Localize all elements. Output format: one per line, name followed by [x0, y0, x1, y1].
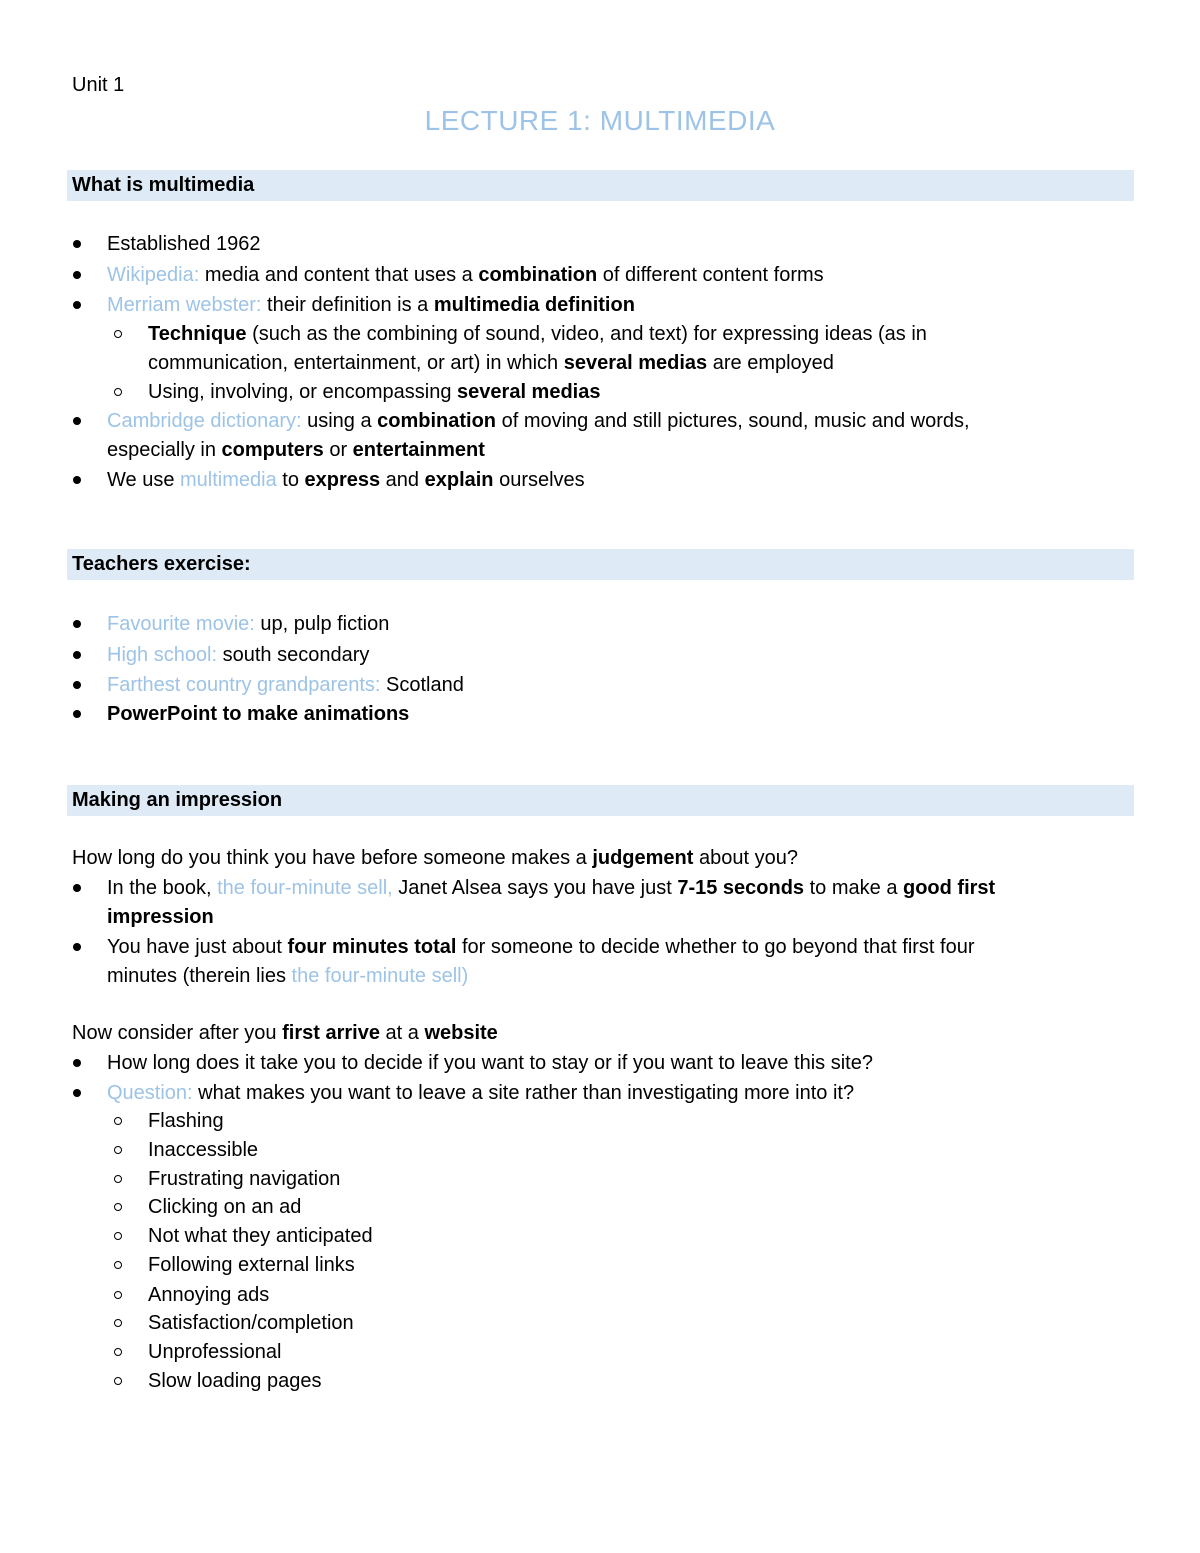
bullet-powerpoint: PowerPoint to make animations: [107, 703, 410, 725]
bullet-high-school: High school: south secondary: [107, 644, 370, 666]
sub-bullet-circle: [114, 1175, 122, 1183]
term-label: the four-minute sell): [291, 965, 469, 987]
sub-bullet-circle: [114, 1348, 122, 1356]
bullet-four-minutes-cont: minutes (therein lies the four-minute sell): [107, 965, 469, 987]
reason-item: Unprofessional: [148, 1341, 282, 1363]
bullet-dot: [73, 681, 81, 689]
sub-bullet-circle: [114, 1261, 122, 1269]
reason-item: Inaccessible: [148, 1139, 259, 1161]
bullet-cambridge: Cambridge dictionary: using a combination of moving and still pictures, sound, music and words,: [107, 410, 970, 432]
bullet-question: Question: what makes you want to leave a site rather than investigating more into it?: [107, 1082, 855, 1104]
bullet-dot: [73, 301, 81, 309]
paragraph-how-long: How long do you think you have before someone makes a judgement about you?: [72, 847, 798, 869]
reason-item: Satisfaction/completion: [148, 1312, 354, 1334]
paragraph-now-consider: Now consider after you first arrive at a website: [72, 1022, 498, 1044]
sub-bullet-circle: [114, 1117, 122, 1125]
reason-item: Clicking on an ad: [148, 1196, 302, 1218]
sub-bullet-circle: [114, 1146, 122, 1154]
term-label: Farthest country grandparents:: [107, 674, 381, 696]
term-label: Wikipedia:: [107, 264, 200, 286]
bullet-dot: [73, 710, 81, 718]
sub-bullet-circle: [114, 1377, 122, 1385]
bullet-dot: [73, 417, 81, 425]
bullet-four-minutes: You have just about four minutes total for someone to decide whether to go beyond that first four: [107, 936, 975, 958]
section-heading-what-is-multimedia: What is multimedia: [67, 170, 1134, 201]
bullet-wikipedia: Wikipedia: media and content that uses a combination of different content forms: [107, 264, 824, 286]
bullet-in-the-book-cont: impression: [107, 906, 214, 928]
term-label: Cambridge dictionary:: [107, 410, 302, 432]
bullet-farthest-country: Farthest country grandparents: Scotland: [107, 674, 464, 696]
sub-bullet-circle: [114, 1319, 122, 1327]
bullet-dot: [73, 884, 81, 892]
term-label: Merriam webster:: [107, 294, 262, 316]
bullet-in-the-book: In the book, the four-minute sell, Janet Alsea says you have just 7-15 seconds to make a good first: [107, 877, 996, 899]
term-label: the four-minute sell,: [217, 877, 393, 899]
section-heading-making-an-impression: Making an impression: [67, 785, 1134, 816]
bullet-dot: [73, 1089, 81, 1097]
sub-bullet-using: Using, involving, or encompassing several medias: [148, 381, 601, 403]
term-label: Favourite movie:: [107, 613, 255, 635]
term-label: multimedia: [180, 469, 277, 491]
bullet-dot: [73, 943, 81, 951]
sub-bullet-circle: [114, 1232, 122, 1240]
bullet-dot: [73, 271, 81, 279]
unit-label: Unit 1: [72, 74, 125, 96]
section-heading-teachers-exercise: Teachers exercise:: [67, 549, 1134, 580]
bullet-dot: [73, 476, 81, 484]
sub-bullet-technique: Technique (such as the combining of sound, video, and text) for expressing ideas (as in: [148, 323, 927, 345]
sub-bullet-circle: [114, 330, 122, 338]
reason-item: Not what they anticipated: [148, 1225, 373, 1247]
reason-item: Slow loading pages: [148, 1370, 322, 1392]
page-title: LECTURE 1: MULTIMEDIA: [424, 105, 776, 136]
bullet-dot: [73, 620, 81, 628]
bullet-dot: [73, 240, 81, 248]
term-label: High school:: [107, 644, 218, 666]
bullet-merriam-webster: Merriam webster: their definition is a multimedia definition: [107, 294, 635, 316]
bullet-dot: [73, 651, 81, 659]
reason-item: Frustrating navigation: [148, 1168, 341, 1190]
sub-bullet-circle: [114, 388, 122, 396]
sub-bullet-circle: [114, 1203, 122, 1211]
sub-bullet-circle: [114, 1291, 122, 1299]
reason-item: Flashing: [148, 1110, 224, 1132]
reason-item: Following external links: [148, 1254, 355, 1276]
bullet-cambridge-cont: especially in computers or entertainment: [107, 439, 485, 461]
bullet-how-long-site: How long does it take you to decide if you want to stay or if you want to leave this site?: [107, 1052, 873, 1074]
reason-item: Annoying ads: [148, 1284, 270, 1306]
sub-bullet-technique-cont: communication, entertainment, or art) in which several medias are employed: [148, 352, 834, 374]
term-label: Question:: [107, 1082, 193, 1104]
bullet-established: Established 1962: [107, 233, 261, 255]
bullet-dot: [73, 1059, 81, 1067]
bullet-favourite-movie: Favourite movie: up, pulp fiction: [107, 613, 390, 635]
bullet-we-use: We use multimedia to express and explain ourselves: [107, 469, 585, 491]
